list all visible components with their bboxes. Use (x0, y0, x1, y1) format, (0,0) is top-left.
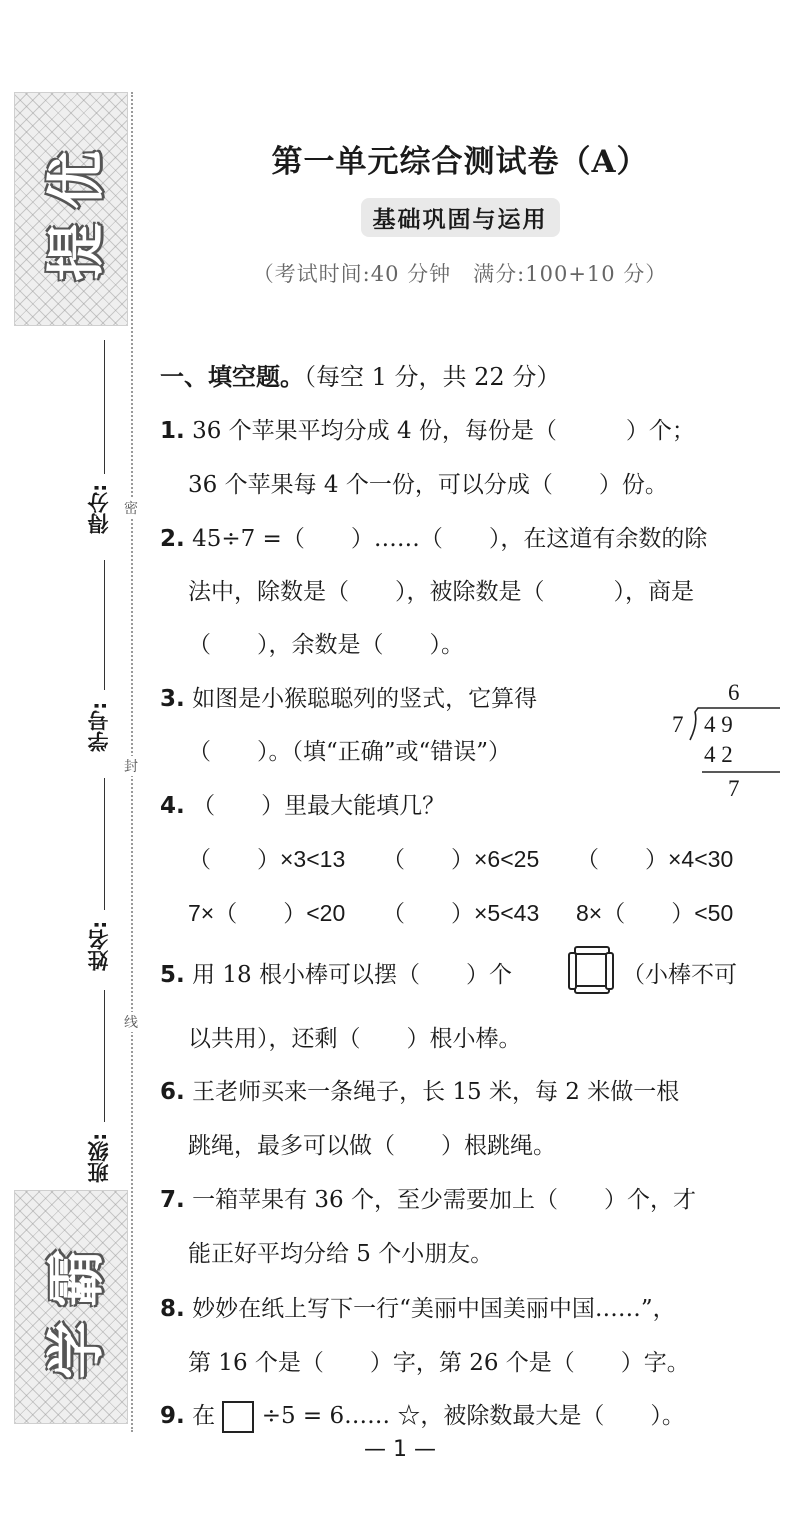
stick-square-icon (568, 946, 614, 994)
q7-line1 (160, 1181, 696, 1214)
cut-label-feng: 封 (124, 756, 138, 776)
q1-text-1: 36 个苹果平均分成 4 份，每份是（ ）个； (192, 418, 695, 444)
sidebar-top-text: 提优 (42, 136, 110, 282)
subtitle-wrapper (160, 198, 760, 237)
q1-line1 (160, 412, 695, 445)
q3-text-2: （ ）。（填“正确”或“错误”） (188, 739, 512, 765)
q5-text-2: 以共用），还剩（ ）根小棒。 (188, 1026, 522, 1052)
section-heading (160, 357, 560, 392)
q4-row2-item2: （ ）×5<43 (382, 900, 540, 926)
q2-text-2: 法中，除数是（ ），被除数是（ ），商是 (188, 579, 694, 605)
q4-line1 (160, 787, 445, 820)
q8-number: 8. (160, 1296, 185, 1322)
q2-number: 2. (160, 526, 185, 552)
q6-text-1: 王老师买来一条绳子，长 15 米，每 2 米做一根 (192, 1079, 680, 1105)
section-title: 一、填空题。 (160, 363, 304, 391)
division-bracket-lines (668, 678, 786, 808)
sidebar-banner-top (14, 92, 128, 326)
q6-text-2: 跳绳，最多可以做（ ）根跳绳。 (188, 1133, 556, 1159)
q9-text-pre: 在 (192, 1403, 216, 1429)
student-id-line (104, 560, 105, 690)
q8-text-1: 妙妙在纸上写下一行“美丽中国美丽中国……”， (192, 1296, 676, 1322)
q9-number: 9. (160, 1403, 185, 1429)
page-title: 第一单元综合测试卷（A） (271, 144, 649, 180)
score-line (104, 340, 105, 474)
q7-number: 7. (160, 1187, 185, 1213)
q4-text-1: （ ）里最大能填几？ (192, 793, 446, 819)
sidebar-banner-bottom (14, 1190, 128, 1424)
q2-text-1: 45÷7 =（ ）……（ ），在这道有余数的除 (192, 526, 708, 552)
name-line (104, 778, 105, 910)
q9-line (160, 1397, 685, 1433)
name-label: 姓名: (87, 920, 111, 972)
score-label: 得分: (87, 483, 111, 535)
cut-label-xian: 线 (124, 1012, 138, 1032)
q5-number: 5. (160, 962, 185, 988)
section-note: （每空 1 分，共 22 分） (304, 363, 561, 391)
class-line (104, 990, 105, 1122)
q5-text-1b: （小棒不可 (622, 962, 737, 988)
page-number: — 1 — (364, 1437, 436, 1462)
class-field[interactable] (84, 990, 124, 1190)
q2-line1 (160, 520, 707, 553)
exam-info: （考试时间:40 分钟 满分:100+10 分） (252, 262, 668, 286)
q3-number: 3. (160, 686, 185, 712)
division-remainder: 7 (728, 776, 740, 801)
division-divisor: 7 (672, 712, 684, 737)
student-id-field[interactable] (84, 560, 124, 760)
q1-number: 1. (160, 418, 185, 444)
q8-text-2: 第 16 个是（ ）字，第 26 个是（ ）字。 (188, 1350, 690, 1376)
q6-number: 6. (160, 1079, 185, 1105)
division-dividend: 4 9 (704, 712, 733, 737)
q5-text-1a: 用 18 根小棒可以摆（ ）个 (192, 962, 512, 988)
answer-box[interactable] (222, 1401, 254, 1433)
q4-row1-item1: （ ）×3<13 (188, 846, 346, 872)
division-product: 4 2 (704, 742, 733, 767)
q6-line1 (160, 1073, 679, 1106)
q8-line1 (160, 1290, 676, 1323)
division-quotient: 6 (728, 680, 740, 705)
student-id-label: 学号: (87, 701, 111, 753)
q4-row1-item2: （ ）×6<25 (382, 846, 540, 872)
q3-line1 (160, 680, 537, 713)
q5-line1-left (160, 956, 512, 989)
page-subtitle: 基础巩固与运用 (361, 198, 560, 237)
name-field[interactable] (84, 778, 124, 978)
q7-text-2: 能正好平均分给 5 个小朋友。 (188, 1241, 494, 1267)
q7-text-1: 一箱苹果有 36 个，至少需要加上（ ）个，才 (192, 1187, 696, 1213)
q4-row1-item3: （ ）×4<30 (576, 846, 734, 872)
q1-text-2: 36 个苹果每 4 个一份，可以分成（ ）份。 (188, 472, 668, 498)
sidebar-bottom-text: 学霸 (42, 1234, 110, 1380)
class-label: 班级: (87, 1132, 111, 1184)
q9-text-post: ÷5 = 6…… ☆，被除数最大是（ ）。 (261, 1403, 685, 1429)
long-division-figure (668, 678, 786, 808)
q4-row2-item3: 8×（ ）<50 (576, 900, 734, 926)
score-field[interactable] (84, 340, 124, 540)
cut-label-mi: 密 (124, 498, 138, 518)
q3-text-1: 如图是小猴聪聪列的竖式，它算得 (192, 686, 538, 712)
q4-row2-item1: 7×（ ）<20 (188, 900, 346, 926)
q4-number: 4. (160, 793, 185, 819)
q2-text-3: （ ），余数是（ ）。 (188, 632, 464, 658)
